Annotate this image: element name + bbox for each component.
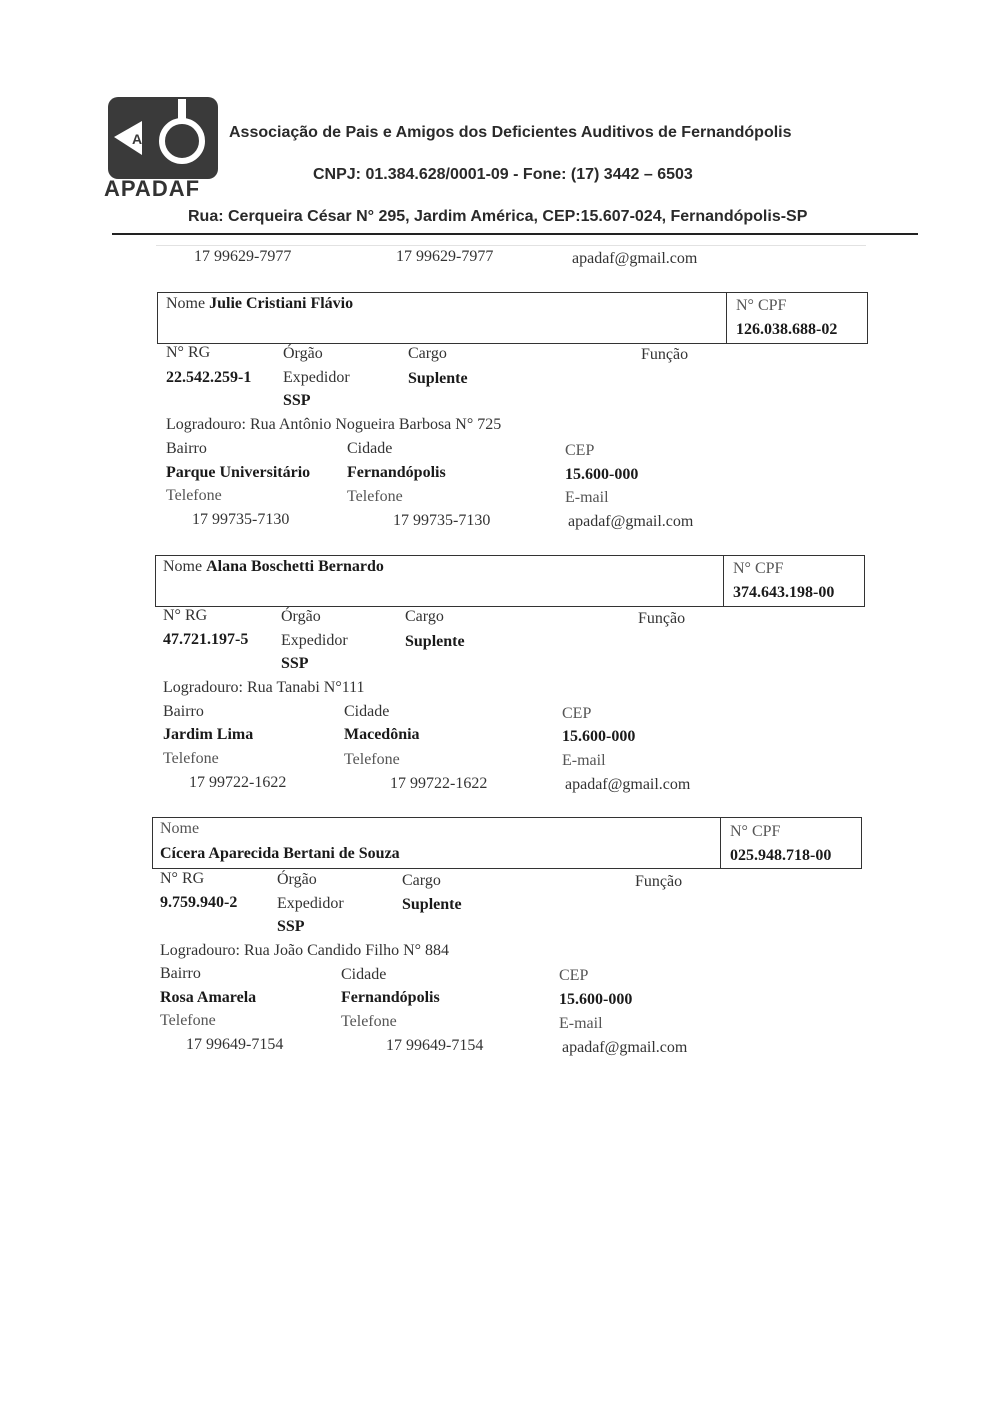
phone-1: 17 99649-7154 (186, 1036, 284, 1053)
cep-value: 15.600-000 (559, 991, 633, 1008)
cidade-label: Cidade (344, 703, 390, 720)
phone-1: 17 99722-1622 (189, 774, 287, 791)
rg-value: 47.721.197-5 (163, 631, 249, 648)
cidade-value: Fernandópolis (347, 464, 446, 481)
bairro-label: Bairro (160, 965, 201, 982)
cep-label: CEP (565, 442, 595, 459)
cidade-value: Macedônia (344, 726, 420, 743)
bairro-label: Bairro (166, 440, 207, 457)
cidade-value: Fernandópolis (341, 989, 440, 1006)
bairro-value: Jardim Lima (163, 726, 254, 743)
cargo-value: Suplente (402, 896, 462, 913)
cep-value: 15.600-000 (562, 728, 636, 745)
telefone-label-2: Telefone (347, 488, 403, 505)
orgao-value: SSP (281, 655, 309, 672)
cpf-label: N° CPF (733, 560, 784, 577)
orgao-label: Órgão (277, 871, 317, 888)
cpf-label: N° CPF (736, 297, 787, 314)
email-label: E-mail (562, 752, 606, 769)
email-value: apadaf@gmail.com (565, 776, 691, 793)
cpf-value: 025.948.718-00 (730, 847, 832, 864)
cep-label: CEP (562, 705, 592, 722)
funcao-label: Função (638, 610, 686, 627)
orgao-label: Órgão (281, 608, 321, 625)
cpf-divider (723, 555, 724, 607)
ear-logo-icon (108, 97, 218, 179)
top-row-line (156, 245, 866, 246)
rg-value: 22.542.259-1 (166, 369, 252, 386)
rg-label: N° RG (163, 607, 208, 624)
cpf-value: 126.038.688-02 (736, 321, 838, 338)
cargo-label: Cargo (402, 872, 441, 889)
cpf-divider (720, 817, 721, 869)
logo-text: APADAF (104, 176, 201, 201)
apadaf-logo (108, 97, 218, 179)
cargo-value: Suplente (405, 633, 465, 650)
bairro-label: Bairro (163, 703, 204, 720)
name-label: Nome (160, 820, 200, 837)
orgao-label: Órgão (283, 345, 323, 362)
member-name: Alana Boschetti Bernardo (206, 558, 384, 575)
cpf-divider (726, 292, 727, 344)
expedidor-label: Expedidor (277, 895, 344, 912)
telefone-label-2: Telefone (341, 1013, 397, 1030)
name-label: Nome (166, 295, 206, 312)
telefone-label-1: Telefone (163, 750, 219, 767)
email-value: apadaf@gmail.com (562, 1039, 688, 1056)
cidade-label: Cidade (341, 966, 387, 983)
funcao-label: Função (635, 873, 683, 890)
logradouro: Logradouro: Rua Antônio Nogueira Barbosa N° 725 (166, 416, 502, 433)
telefone-label-2: Telefone (344, 751, 400, 768)
cargo-value: Suplente (408, 370, 468, 387)
top-phone-1: 17 99629-7977 (194, 248, 292, 265)
email-value: apadaf@gmail.com (568, 513, 694, 530)
expedidor-label: Expedidor (283, 369, 350, 386)
cargo-label: Cargo (408, 345, 447, 362)
cargo-label: Cargo (405, 608, 444, 625)
funcao-label: Função (641, 346, 689, 363)
address-line: Rua: Cerqueira César N° 295, Jardim América, CEP:15.607-024, Fernandópolis-SP (188, 208, 808, 225)
orgao-value: SSP (283, 392, 311, 409)
name-label: Nome (163, 558, 203, 575)
rg-label: N° RG (166, 344, 211, 361)
logo-letter: A (132, 131, 143, 147)
logradouro: Logradouro: Rua João Candido Filho N° 884 (160, 942, 450, 959)
cnpj-line: CNPJ: 01.384.628/0001-09 - Fone: (17) 3442 – 6503 (313, 166, 693, 183)
member-name: Cícera Aparecida Bertani de Souza (160, 845, 400, 862)
rg-label: N° RG (160, 870, 205, 887)
phone-2: 17 99722-1622 (390, 775, 488, 792)
telefone-label-1: Telefone (160, 1012, 216, 1029)
rg-value: 9.759.940-2 (160, 894, 238, 911)
cpf-label: N° CPF (730, 823, 781, 840)
phone-2: 17 99649-7154 (386, 1037, 484, 1054)
member-name: Julie Cristiani Flávio (209, 295, 354, 312)
top-email: apadaf@gmail.com (572, 250, 698, 267)
telefone-label-1: Telefone (166, 487, 222, 504)
bairro-value: Rosa Amarela (160, 989, 257, 1006)
cep-label: CEP (559, 967, 589, 984)
logradouro: Logradouro: Rua Tanabi N°111 (163, 679, 365, 696)
orgao-value: SSP (277, 918, 305, 935)
cpf-value: 374.643.198-00 (733, 584, 835, 601)
phone-1: 17 99735-7130 (192, 511, 290, 528)
email-label: E-mail (559, 1015, 603, 1032)
cidade-label: Cidade (347, 440, 393, 457)
org-name: Associação de Pais e Amigos dos Deficientes Auditivos de Fernandópolis (229, 124, 792, 141)
email-label: E-mail (565, 489, 609, 506)
expedidor-label: Expedidor (281, 632, 348, 649)
phone-2: 17 99735-7130 (393, 512, 491, 529)
bairro-value: Parque Universitário (166, 464, 311, 481)
top-phone-2: 17 99629-7977 (396, 248, 494, 265)
cep-value: 15.600-000 (565, 466, 639, 483)
header-divider (112, 233, 918, 235)
